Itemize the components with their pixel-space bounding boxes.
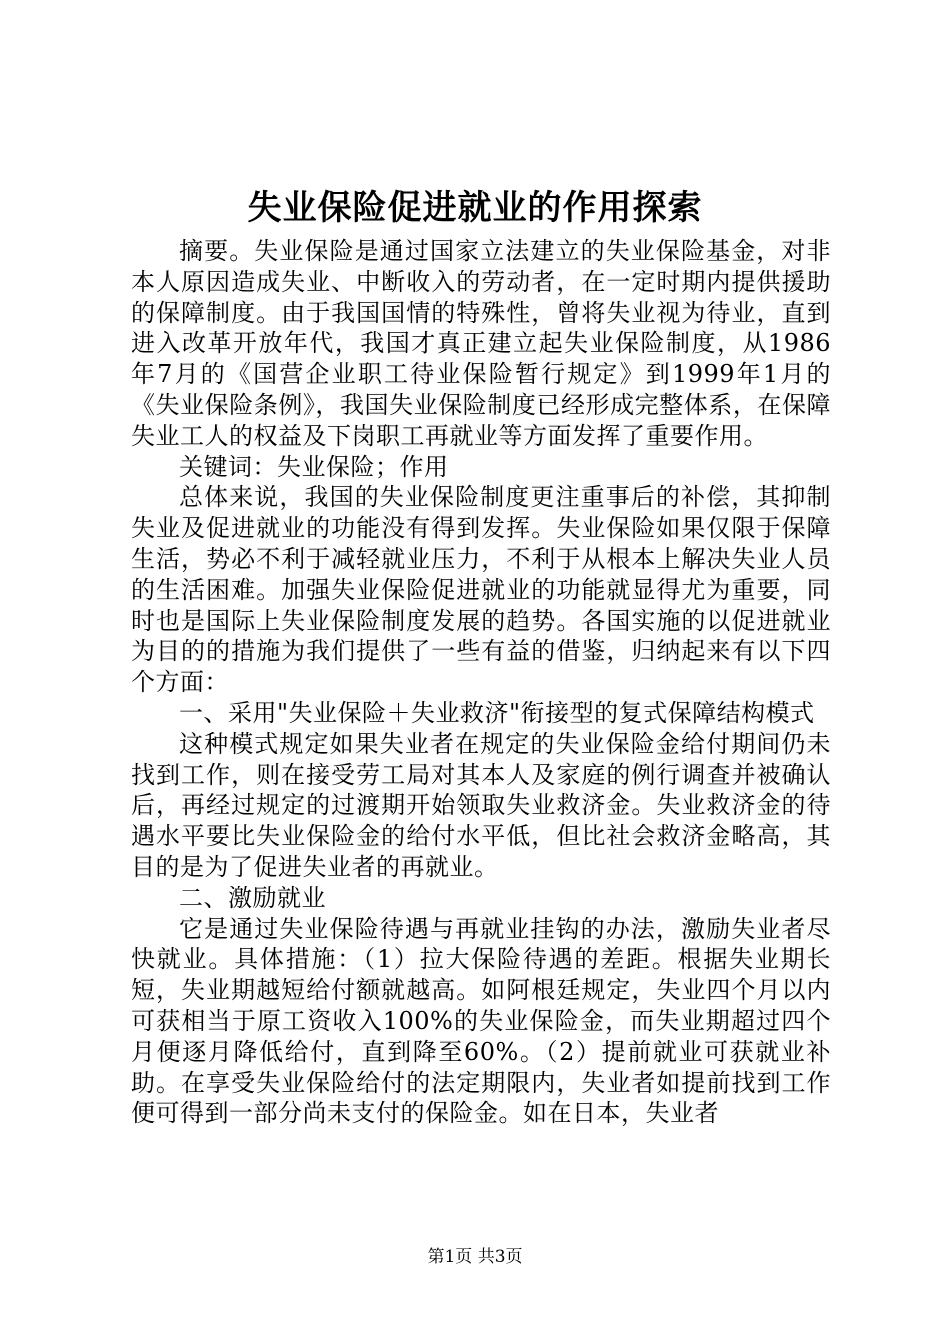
body-paragraph: 这种模式规定如果失业者在规定的失业保险金给付期间仍未找到工作，则在接受劳工局对其本人及家庭的例行调查并被确认后，再经过规定的过渡期开始领取失业救济金。失业救济金的待遇水平要比失业保险金的给付水平低，但比社会救济金略高，其目的是为了促进失业者的再就业。 — [131, 729, 831, 881]
document-title: 失业保险促进就业的作用探索 — [247, 188, 703, 228]
page-footer: 第1页 共3页 — [427, 1247, 523, 1267]
body-paragraph: 它是通过失业保险待遇与再就业挂钩的办法，激励失业者尽快就业。具体措施：（1）拉大保险待遇的差距。根据失业期长短，失业期越短给付额就越高。如阿根廷规定，失业四个月以内可获相当于原工资收入100%的失业保险金，而失业期超过四个月便逐月降低给付，直到降至60%。（2）提前就业可获就业补助。在享受失业保险给付的法定期限内，失业者如提前找到工作便可得到一部分尚未支付的保险金。如在日本，失业者 — [131, 914, 831, 1128]
abstract-paragraph: 摘要。失业保险是通过国家立法建立的失业保险基金，对非本人原因造成失业、中断收入的劳动者，在一定时期内提供援助的保障制度。由于我国国情的特殊性，曾将失业视为待业，直到进入改革开放年代，我国才真正建立起失业保险制度，从1986年7月的《国营企业职工待业保险暂行规定》到1999年1月的《失业保险条例》，我国失业保险制度已经形成完整体系，在保障失业工人的权益及下岗职工再就业等方面发挥了重要作用。 — [131, 237, 831, 450]
section-heading: 一、采用"失业保险＋失业救济"衔接型的复式保障结构模式 — [179, 698, 815, 727]
section-heading: 二、激励就业 — [179, 883, 326, 912]
keywords-paragraph: 关键词：失业保险；作用 — [179, 452, 449, 481]
document-body — [131, 236, 831, 1129]
body-paragraph: 总体来说，我国的失业保险制度更注重事后的补偿，其抑制失业及促进就业的功能没有得到发挥。失业保险如果仅限于保障生活，势必不利于减轻就业压力，不利于从根本上解决失业人员的生活困难。加强失业保险促进就业的功能就显得尤为重要，同时也是国际上失业保险制度发展的趋势。各国实施的以促进就业为目的的措施为我们提供了一些有益的借鉴，归纳起来有以下四个方面： — [131, 483, 831, 697]
